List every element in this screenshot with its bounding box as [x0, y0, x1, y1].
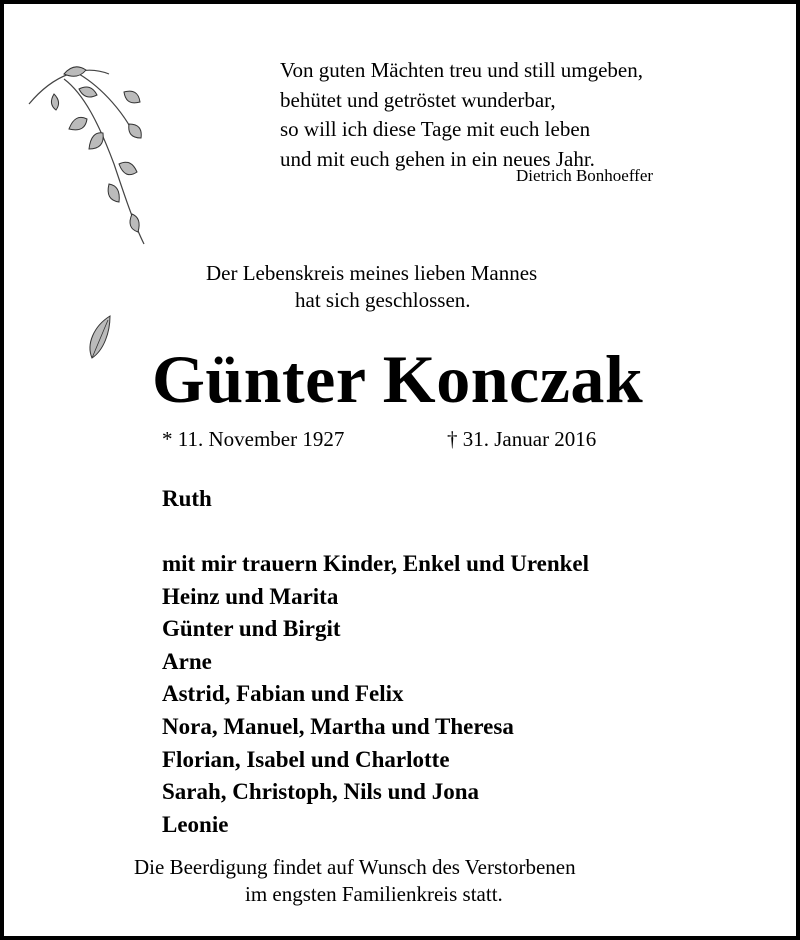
deceased-name: Günter Konczak: [152, 341, 644, 417]
mourner-list: [162, 548, 589, 841]
widow-name: Ruth: [162, 486, 212, 511]
falling-leaf-icon: [84, 314, 114, 364]
funeral-notice: [4, 854, 800, 908]
intro-line-1: Der Lebenskreis meines lieben Mannes: [206, 261, 538, 285]
bonhoeffer-quote: [280, 56, 643, 174]
mourner-line: mit mir trauern Kinder, Enkel und Urenkel: [162, 551, 590, 576]
quote-line: Von guten Mächten treu und still umgeben,: [280, 58, 643, 82]
quote-author: Dietrich Bonhoeffer: [516, 166, 654, 185]
quote-line: so will ich diese Tage mit euch leben: [280, 117, 591, 141]
mourner-line: Arne: [162, 648, 212, 674]
mourner-line: Astrid, Fabian und Felix: [162, 681, 404, 707]
mourner-line: Florian, Isabel und Charlotte: [162, 746, 450, 772]
birth-date: * 11. November 1927: [162, 427, 345, 451]
death-date: † 31. Januar 2016: [447, 427, 597, 451]
birch-branch-icon: [24, 54, 174, 254]
intro-text: [4, 260, 800, 314]
mourner-line: Leonie: [162, 811, 229, 837]
funeral-line-1: Die Beerdigung findet auf Wunsch des Verstorbenen: [134, 855, 576, 879]
mourner-line: Sarah, Christoph, Nils und Jona: [162, 779, 479, 805]
mourner-line: Heinz und Marita: [162, 583, 339, 609]
mourner-line: Günter und Birgit: [162, 616, 341, 642]
quote-line: behütet und getröstet wunderbar,: [280, 87, 556, 112]
intro-line-2: hat sich geschlossen.: [295, 288, 471, 312]
funeral-line-2: im engsten Familienkreis statt.: [245, 882, 503, 906]
quote-line: und mit euch gehen in ein neues Jahr.: [280, 146, 595, 171]
mourner-line: Nora, Manuel, Martha und Theresa: [162, 713, 514, 739]
